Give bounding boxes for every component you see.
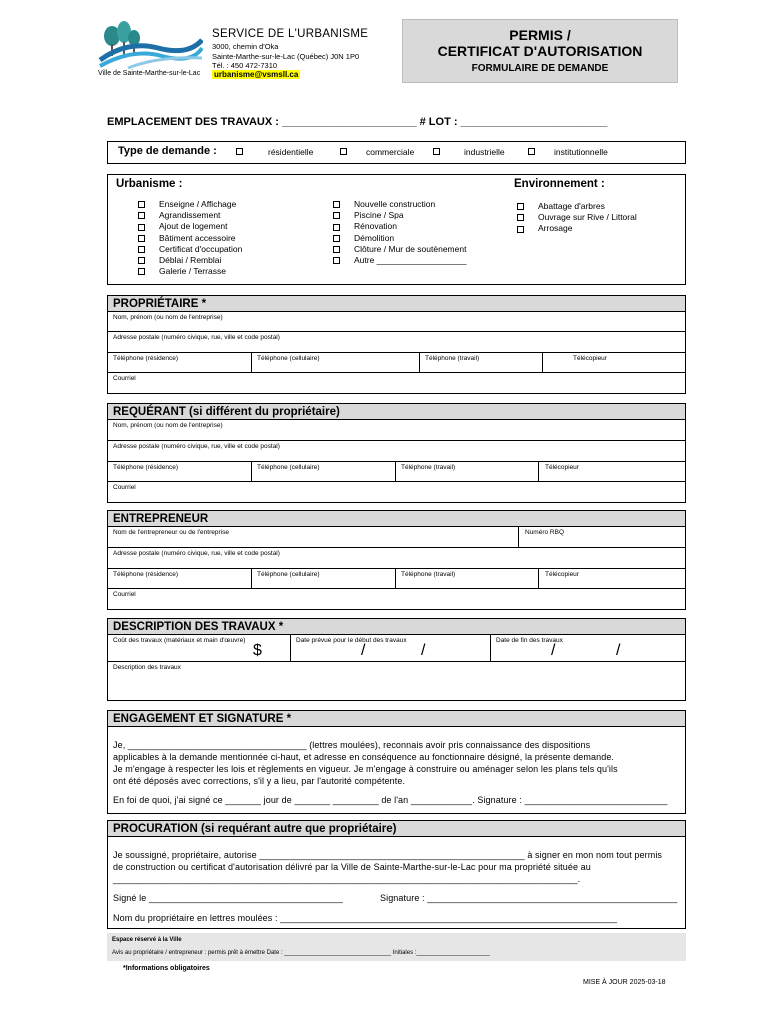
institutionnelle-checkbox[interactable]	[528, 148, 535, 155]
emplacement-lot-field[interactable]: EMPLACEMENT DES TRAVAUX : ______________________ # LOT : ________________________	[107, 116, 608, 128]
description-dates-row	[108, 635, 685, 662]
tel-cellulaire-field[interactable]: Téléphone (cellulaire)	[251, 353, 320, 372]
list-item[interactable]: Démolition	[333, 233, 467, 244]
espace-reserve-title: Espace réservé à la Ville	[112, 937, 182, 943]
list-item[interactable]: Enseigne / Affichage	[138, 199, 242, 210]
requerant-adresse-field[interactable]: Adresse postale (numéro civique, rue, ville et code postal)	[108, 441, 685, 462]
checkbox[interactable]	[517, 214, 524, 221]
option-commerciale: commerciale	[366, 147, 415, 157]
entrepreneur-section	[107, 510, 686, 610]
list-item[interactable]: Autre ___________________	[333, 255, 467, 266]
tel-cellulaire-field[interactable]: Téléphone (cellulaire)	[251, 569, 320, 588]
engagement-line-1: Je, ___________________________________ (lettres moulées), reconnais avoir pris connaissance des dispositions	[113, 740, 591, 750]
procuration-section	[107, 820, 686, 929]
option-residentielle: résidentielle	[268, 147, 314, 157]
tel-residence-field[interactable]: Téléphone (résidence)	[113, 464, 179, 471]
checkbox[interactable]	[517, 226, 524, 233]
entrepreneur-nom-field[interactable]: Nom de l'entrepreneur ou de l'entreprise	[113, 529, 229, 536]
title-line-3: FORMULAIRE DE DEMANDE	[471, 63, 609, 74]
telecopieur-field[interactable]: Télécopieur	[542, 353, 607, 372]
requerant-section	[107, 403, 686, 503]
environnement-title: Environnement :	[514, 178, 605, 190]
list-item[interactable]: Arrosage	[517, 223, 637, 234]
checkbox[interactable]	[333, 224, 340, 231]
option-industrielle: industrielle	[464, 147, 505, 157]
telecopieur-field[interactable]: Télécopieur	[538, 569, 579, 588]
checkbox[interactable]	[333, 201, 340, 208]
industrielle-checkbox[interactable]	[433, 148, 440, 155]
proprietaire-nom-field[interactable]: Nom, prénom (ou nom de l'entreprise)	[108, 312, 685, 332]
procuration-line-1[interactable]: Je soussigné, propriétaire, autorise ____________________________________________________ à signer en mon nom tout permis	[113, 850, 663, 860]
list-item[interactable]: Ajout de logement	[138, 221, 242, 232]
checkbox[interactable]	[138, 224, 145, 231]
tel-residence-field[interactable]: Téléphone (résidence)	[113, 571, 179, 578]
requerant-courriel-field[interactable]: Courriel	[113, 484, 136, 491]
entrepreneur-telephones-row	[108, 569, 685, 589]
commerciale-checkbox[interactable]	[340, 148, 347, 155]
list-item[interactable]: Galerie / Terrasse	[138, 266, 242, 277]
form-title-box	[402, 19, 678, 83]
tel-travail-field[interactable]: Téléphone (travail)	[395, 462, 455, 481]
proprietaire-telephones-row	[108, 353, 685, 373]
description-section	[107, 618, 686, 701]
tel-travail-field[interactable]: Téléphone (travail)	[419, 353, 479, 372]
procuration-signe-le[interactable]: Signé le ______________________________________	[113, 893, 343, 903]
entrepreneur-courriel-field[interactable]: Courriel	[113, 591, 136, 598]
type-demande-box	[107, 141, 686, 164]
procuration-signature[interactable]: Signature : _________________________________________________	[380, 893, 678, 903]
engagement-line-3: Je m'engage à respecter les lois et règlements en vigueur. Je m'engage à construire ou aménager selon les plans tels qu'ils	[113, 764, 618, 774]
checkbox[interactable]	[138, 246, 145, 253]
description-travaux-field[interactable]: Description des travaux	[113, 664, 181, 671]
list-item[interactable]: Agrandissement	[138, 210, 242, 221]
proprietaire-courriel-field[interactable]: Courriel	[113, 375, 136, 382]
service-email-link[interactable]: urbanisme@vsmsll.ca	[214, 70, 299, 79]
list-item[interactable]: Abattage d'arbres	[517, 201, 637, 212]
proprietaire-title: PROPRIÉTAIRE *	[108, 296, 685, 312]
engagement-line-2: applicables à la demande mentionnée ci-haut, et adresse en conséquence au fonctionnaire désigné, la présente demande.	[113, 752, 615, 762]
title-line-2: CERTIFICAT D'AUTORISATION	[437, 43, 643, 59]
checkbox[interactable]	[333, 246, 340, 253]
date-slash: /	[616, 642, 621, 659]
title-line-1: PERMIS /	[509, 27, 571, 43]
entrepreneur-nom-row	[108, 527, 685, 548]
procuration-title: PROCURATION (si requérant autre que propriétaire)	[108, 821, 685, 837]
urbanisme-list-2	[333, 199, 467, 266]
urbanisme-title: Urbanisme :	[116, 178, 183, 190]
list-item[interactable]: Rénovation	[333, 221, 467, 232]
service-title: SERVICE DE L'URBANISME	[212, 28, 369, 40]
dollar-sign: $	[253, 642, 262, 659]
checkbox[interactable]	[138, 212, 145, 219]
espace-reserve-box	[107, 933, 686, 961]
engagement-title: ENGAGEMENT ET SIGNATURE *	[108, 711, 685, 727]
engagement-section	[107, 710, 686, 814]
procuration-nom-proprietaire[interactable]: Nom du propriétaire en lettres moulées : __________________________________________________________________	[113, 913, 618, 923]
proprietaire-adresse-field[interactable]: Adresse postale (numéro civique, rue, ville et code postal)	[108, 332, 685, 353]
entrepreneur-adresse-field[interactable]: Adresse postale (numéro civique, rue, ville et code postal)	[108, 548, 685, 569]
proprietaire-section	[107, 295, 686, 394]
logo-caption: Ville de Sainte-Marthe-sur-le-Lac	[98, 70, 201, 77]
engagement-signature-line[interactable]: En foi de quoi, j'ai signé ce _______ jour de _______ _________ de l'an ____________. Signature : ____________________________	[113, 795, 668, 805]
requerant-telephones-row	[108, 462, 685, 482]
checkbox[interactable]	[138, 268, 145, 275]
rbq-field[interactable]: Numéro RBQ	[518, 527, 564, 547]
list-item[interactable]: Certificat d'occupation	[138, 244, 242, 255]
tel-cellulaire-field[interactable]: Téléphone (cellulaire)	[251, 462, 320, 481]
avis-line: Avis au propriétaire / entrepreneur : permis prêt à émettre Date : ________________________________ Initiales :______________________	[112, 950, 490, 956]
checkbox[interactable]	[138, 257, 145, 264]
service-address-2: Sainte-Marthe-sur-le-Lac (Québec) J0N 1P0	[212, 52, 360, 61]
date-debut-field[interactable]: Date prévue pour le début des travaux / /	[290, 635, 490, 661]
date-fin-field[interactable]: Date de fin des travaux / /	[490, 635, 685, 661]
residentielle-checkbox[interactable]	[236, 148, 243, 155]
requerant-nom-field[interactable]: Nom, prénom (ou nom de l'entreprise)	[108, 420, 685, 441]
urbanisme-box	[107, 174, 686, 285]
engagement-line-4: ont été déposés avec corrections, s'il y a lieu, par l'autorité compétente.	[113, 776, 406, 786]
procuration-line-3[interactable]: ___________________________________________________________________________________________.	[113, 874, 581, 884]
list-item[interactable]: Déblai / Remblai	[138, 255, 242, 266]
tel-residence-field[interactable]: Téléphone (résidence)	[113, 355, 179, 362]
list-item[interactable]: Clôture / Mur de soutènement	[333, 244, 467, 255]
date-slash: /	[361, 642, 366, 659]
tel-travail-field[interactable]: Téléphone (travail)	[395, 569, 455, 588]
checkbox[interactable]	[333, 257, 340, 264]
date-slash: /	[421, 642, 426, 659]
description-title: DESCRIPTION DES TRAVAUX *	[108, 619, 685, 635]
environnement-list	[517, 201, 637, 235]
type-demande-label: Type de demande :	[118, 145, 217, 157]
telecopieur-field[interactable]: Télécopieur	[538, 462, 579, 481]
entrepreneur-title: ENTREPRENEUR	[108, 511, 685, 527]
checkbox[interactable]	[333, 212, 340, 219]
checkbox[interactable]	[138, 201, 145, 208]
procuration-line-2: de construction ou certificat d'autorisation délivré par la Ville de Sainte-Marthe-sur-le-Lac pour ma propriété située au	[113, 862, 591, 872]
requerant-title: REQUÉRANT (si différent du propriétaire)	[108, 404, 685, 420]
checkbox[interactable]	[138, 235, 145, 242]
list-item[interactable]: Ouvrage sur Rive / Littoral	[517, 212, 637, 223]
list-item[interactable]: Nouvelle construction	[333, 199, 467, 210]
list-item[interactable]: Piscine / Spa	[333, 210, 467, 221]
date-slash: /	[551, 642, 556, 659]
list-item[interactable]: Bâtiment accessoire	[138, 233, 242, 244]
checkbox[interactable]	[333, 235, 340, 242]
option-institutionnelle: institutionnelle	[554, 147, 608, 157]
service-address-1: 3000, chemin d'Oka	[212, 42, 279, 51]
mise-a-jour-date: MISE À JOUR 2025-03-18	[583, 979, 666, 986]
checkbox[interactable]	[517, 203, 524, 210]
service-phone: Tél. : 450 472-7310	[212, 61, 278, 70]
informations-obligatoires-note: *Informations obligatoires	[123, 965, 210, 972]
urbanisme-list-1	[138, 199, 242, 277]
cout-field[interactable]: Coût des travaux (matériaux et main d'œuvre) $	[113, 637, 262, 659]
